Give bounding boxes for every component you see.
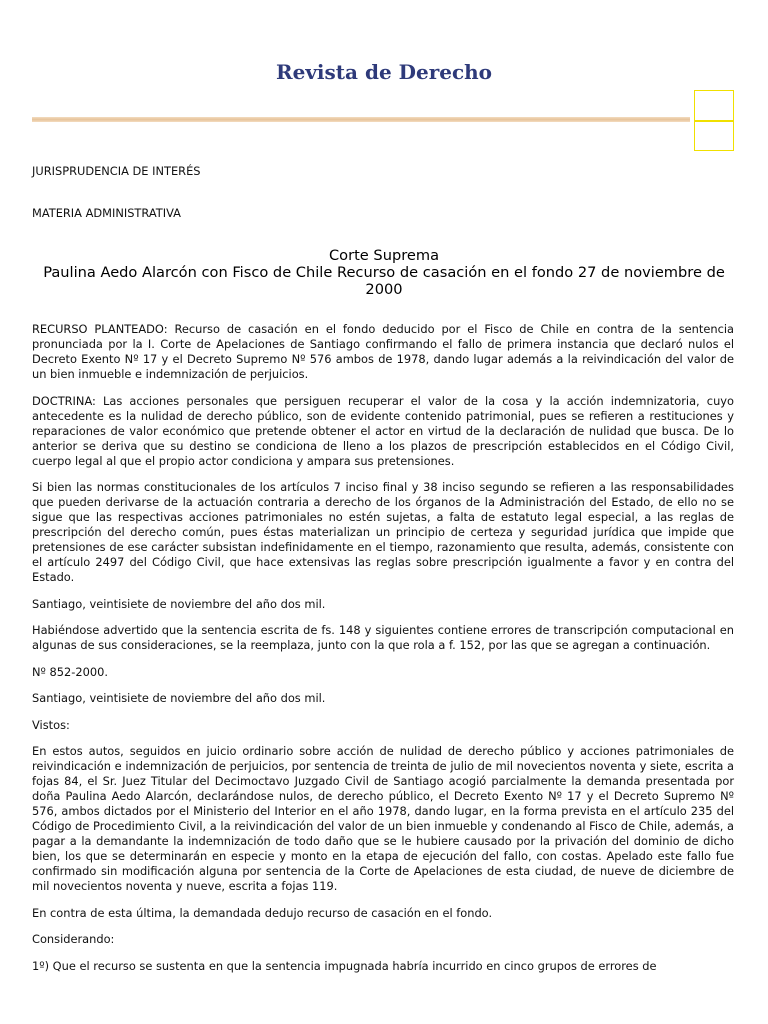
placeholder-box-bottom: [694, 121, 734, 151]
paragraph-recurso: RECURSO PLANTEADO: Recurso de casación en el fondo deducido por el Fisco de Chile en contra de la sentencia pronunciada por la I. Corte de Apelaciones de Santiago confirmando el fallo de primera instancia que declaró nulos el Decreto Exento Nº 17 y el Decreto Supremo Nº 576 ambos de 1978, dando lugar además a la reivindicación del valor de un bien inmueble e indemnización de perjuicios.: [32, 322, 734, 381]
placeholder-box-top: [694, 90, 734, 121]
case-title: Paulina Aedo Alarcón con Fisco de Chile Recurso de casación en el fondo 27 de noviembre de 2000: [43, 264, 725, 298]
paragraph-doctrina: DOCTRINA: Las acciones personales que persiguen recuperar el valor de la cosa y la acción indemnizatoria, cuyo antecedente es la nulidad de derecho público, son de evidente contenido patrimonial, pues se refieren a restituciones y reparaciones de valor económico que pretende obtener el actor en virtud de la declaración de nulidad que busca. De lo anterior se deriva que su destino se condiciona de lleno a los plazos de prescripción establecidos en el Código Civil, cuerpo legal al que el propio actor condiciona y ampara sus pretensiones.: [32, 393, 734, 468]
paragraph-considerando: Considerando:: [32, 932, 115, 946]
paragraph-autos: En estos autos, seguidos en juicio ordinario sobre acción de nulidad de derecho público y acciones patrimoniales de reivindicación e indemnización de perjuicios, por sentencia de treinta de julio de mil novecientos noventa y siete, escrita a fojas 84, el Sr. Juez Titular del Decimoctavo Juzgado Civil de Santiago acogió parcialmente la demanda presentada por doña Paulina Aedo Alarcón, declarándose nulos, de derecho público, el Decreto Exento Nº 17 y el Decreto Supremo Nº 576, ambos dictados por el Ministerio del Interior en el año 1978, dando lugar, en la forma prevista en el artículo 235 del Código de Procedimiento Civil, a la reivindicación del valor de un bien inmueble y condenando al Fisco de Chile, además, a pagar a la demandante la indemnización de todo daño que se le hubiere causado por la privación del dominio de dicho bien, los que se determinarán en especie y monto en la etapa de ejecución del fallo, con costas. Apelado este fallo fue confirmado sin modificación alguna por sentencia de la Corte de Apelaciones de esta ciudad, de nueve de diciembre de mil novecientos noventa y nueve, escrita a fojas 119.: [32, 744, 734, 893]
case-heading: [32, 247, 736, 298]
paragraph-vistos: Vistos:: [32, 717, 70, 732]
paragraph-first-point: 1º) Que el recurso se sustenta en que la sentencia impugnada habría incurrido en cinco grupos de errores de: [32, 958, 657, 973]
header-divider: [32, 117, 690, 122]
paragraph-correction: Habiéndose advertido que la sentencia escrita de fs. 148 y siguientes contiene errores de transcripción computacional en algunas de sus consideraciones, se la reemplaza, junto con la que rola a f. 152, por las que se agregan a continuación.: [32, 623, 734, 652]
section-label: JURISPRUDENCIA DE INTERÉS: [32, 164, 201, 178]
court-name: Corte Suprema: [328, 247, 440, 264]
paragraph-date-2: Santiago, veintisiete de noviembre del año dos mil.: [32, 691, 326, 705]
journal-title: Revista de Derecho: [275, 60, 493, 84]
materia-label: MATERIA ADMINISTRATIVA: [32, 206, 181, 220]
document-body: [32, 322, 734, 985]
paragraph-case-number: Nº 852-2000.: [32, 664, 108, 679]
paragraph-contra: En contra de esta última, la demandada dedujo recurso de casación en el fondo.: [32, 905, 493, 920]
paragraph-date: Santiago, veintisiete de noviembre del año dos mil.: [32, 596, 326, 611]
paragraph-normas: Si bien las normas constitucionales de los artículos 7 inciso final y 38 inciso segundo se refieren a las responsabilidades que pueden derivarse de la actuación contraria a derecho de los órganos de la Administración del Estado, de ello no se sigue que las respectivas acciones patrimoniales no estén sujetas, a falta de estatuto legal especial, a las reglas de prescripción del derecho común, pues éstas materializan un principio de certeza y seguridad jurídica que impide que pretensiones de ese carácter subsistan indefinidamente en el tiempo, razonamiento que resulta, además, consistente con el artículo 2497 del Código Civil, que hace extensivas las reglas sobre prescripción igualmente a favor y en contra del Estado.: [32, 480, 734, 584]
